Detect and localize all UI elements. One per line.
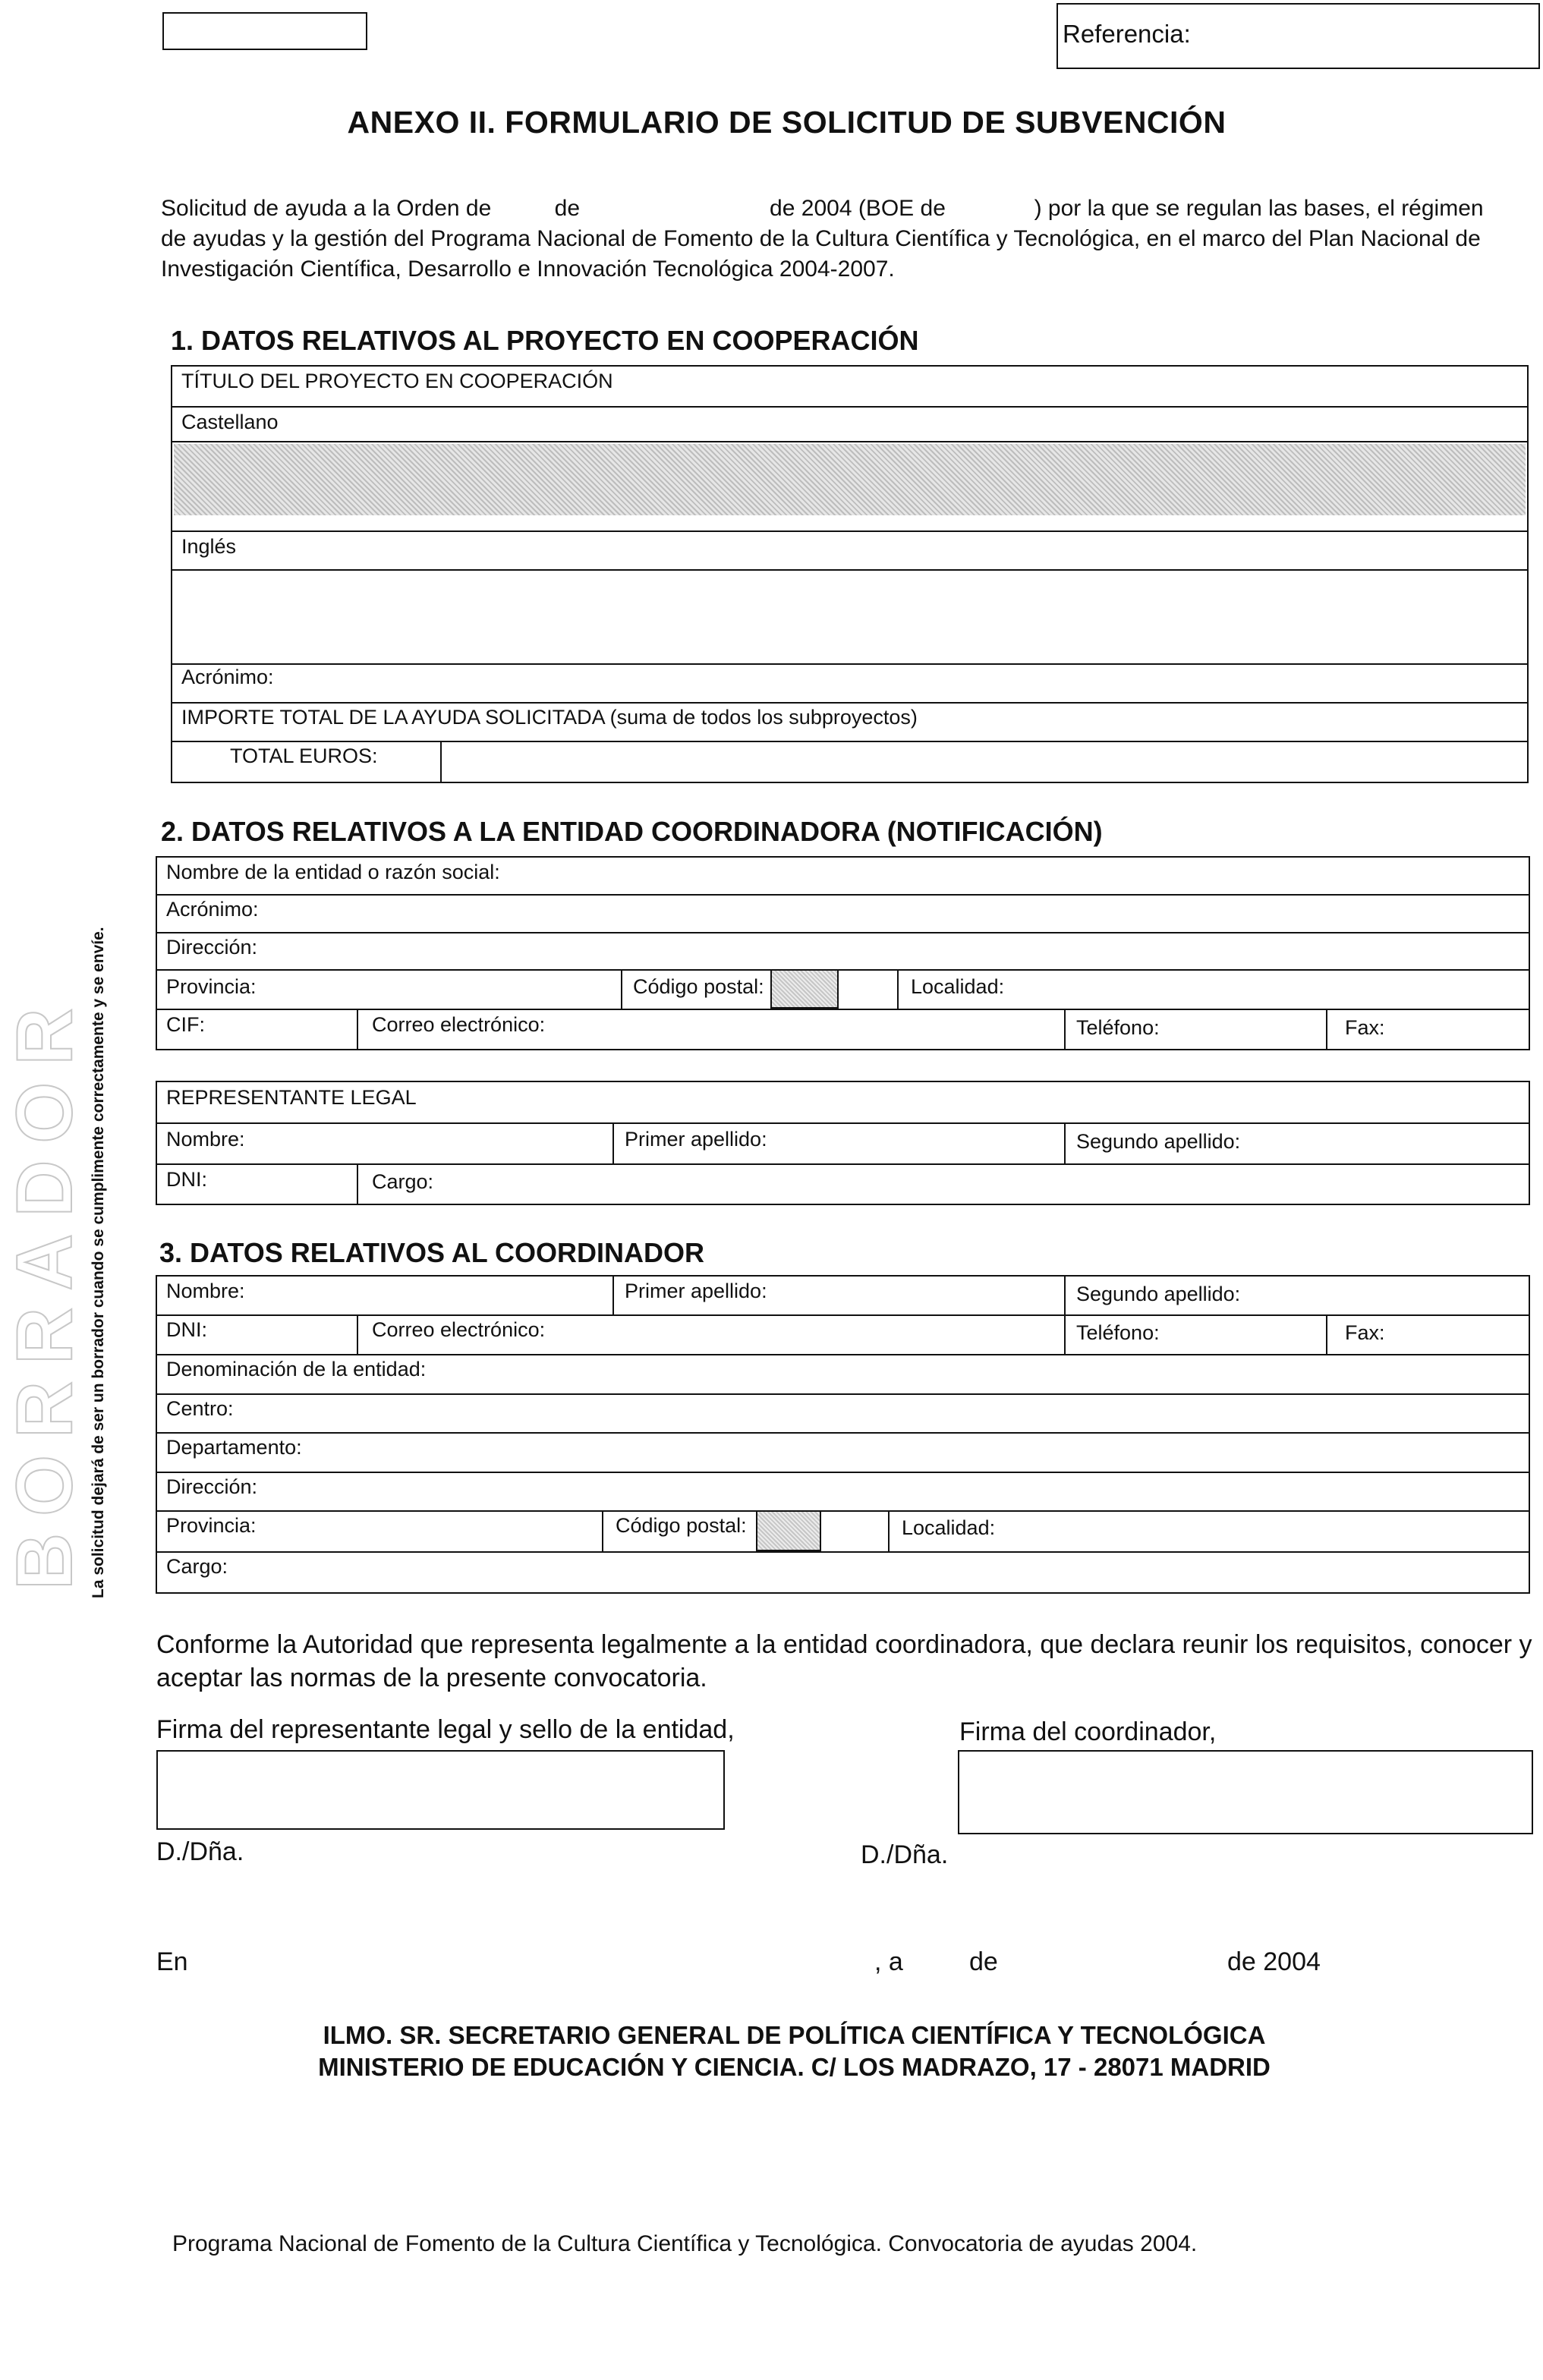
rep-nombre-label: Nombre: [166,1128,245,1151]
provincia-entidad-label: Provincia: [166,975,257,998]
intro-paragraph [161,194,1538,285]
declaration-line-1: Conforme la Autoridad que representa legalmente a la entidad coordinadora, que declara reunir los requisitos, conocer y [156,1630,1532,1659]
ingles-label: Inglés [181,535,237,558]
intro-line-2: de ayudas y la gestión del Programa Nacional de Fomento de la Cultura Científica y Tecnológica, en el marco del Plan Nacional de [161,226,1481,251]
coord-telefono-label: Teléfono: [1076,1321,1160,1344]
castellano-label: Castellano [181,411,279,433]
page-footer: Programa Nacional de Fomento de la Cultura Científica y Tecnológica. Convocatoria de ayudas 2004. [172,2231,1198,2256]
borrador-watermark: BORRADOR [1,991,89,1590]
firma-representante-label: Firma del representante legal y sello de la entidad, [156,1715,735,1744]
section-1-table [171,365,1529,783]
acronimo-entidad-label: Acrónimo: [166,898,259,921]
coord-correo-label: Correo electrónico: [372,1318,546,1341]
declaration-line-2: aceptar las normas de la presente convocatoria. [156,1664,707,1692]
correo-entidad-label: Correo electrónico: [372,1013,546,1036]
coord-dni-label: DNI: [166,1318,207,1341]
intro-line-1: Solicitud de ayuda a la Orden de de de 2004 (BOE de ) por la que se regulan las bases, el régimen [161,196,1484,221]
page-title: ANEXO II. FORMULARIO DE SOLICITUD DE SUBVENCIÓN [347,105,1227,140]
titulo-proyecto-label: TÍTULO DEL PROYECTO EN COOPERACIÓN [181,370,613,392]
total-euros-label: TOTAL EUROS: [230,745,378,767]
rep-primer-apellido-label: Primer apellido: [625,1128,767,1151]
top-left-box[interactable] [162,12,367,50]
coord-codigo-postal-label: Código postal: [616,1514,747,1537]
firma-coordinador-box[interactable] [958,1750,1533,1834]
coord-cargo-label: Cargo: [166,1555,228,1578]
referencia-box[interactable] [1056,3,1540,69]
representante-heading: REPRESENTANTE LEGAL [166,1086,417,1109]
coord-fax-label: Fax: [1345,1321,1385,1344]
rep-cargo-label: Cargo: [372,1170,434,1193]
intro-line-3: Investigación Científica, Desarrollo e Innovación Tecnológica 2004-2007. [161,257,895,282]
coord-centro-label: Centro: [166,1397,234,1420]
section-3-heading: 3. DATOS RELATIVOS AL COORDINADOR [159,1237,705,1268]
a-label: , a [874,1947,903,1976]
coord-localidad-label: Localidad: [902,1516,996,1539]
coord-nombre-label: Nombre: [166,1280,245,1302]
borrador-note: La solicitud dejará de ser un borrador cuando se cumplimente correctamente y se envíe. [90,927,107,1598]
firma-coordinador-label: Firma del coordinador, [959,1717,1217,1746]
coord-primer-apellido-label: Primer apellido: [625,1280,767,1302]
de-2004-label: de 2004 [1227,1947,1321,1976]
section-1-heading: 1. DATOS RELATIVOS AL PROYECTO EN COOPERACIÓN [171,325,919,356]
firma-representante-box[interactable] [156,1750,725,1830]
acronimo-label: Acrónimo: [181,666,274,688]
en-label: En [156,1947,188,1976]
dona-left-label: D./Dña. [156,1837,244,1866]
nombre-entidad-label: Nombre de la entidad o razón social: [166,861,500,883]
coord-direccion-label: Dirección: [166,1475,258,1498]
coord-provincia-label: Provincia: [166,1514,257,1537]
coord-segundo-apellido-label: Segundo apellido: [1076,1283,1241,1305]
importe-label: IMPORTE TOTAL DE LA AYUDA SOLICITADA (suma de todos los subproyectos) [181,706,918,729]
representante-table [156,1081,1530,1205]
coord-departamento-label: Departamento: [166,1436,302,1459]
coord-denominacion-label: Denominación de la entidad: [166,1358,427,1380]
coord-codigo-postal-field[interactable] [756,1510,821,1551]
castellano-field[interactable] [174,444,1526,515]
localidad-entidad-label: Localidad: [911,975,1005,998]
telefono-entidad-label: Teléfono: [1076,1016,1160,1039]
fax-entidad-label: Fax: [1345,1016,1385,1039]
declaration-text [156,1628,1538,1695]
total-euros-field[interactable] [442,742,1526,782]
direccion-entidad-label: Dirección: [166,936,258,959]
de-label: de [969,1947,998,1976]
addressee-line-1: ILMO. SR. SECRETARIO GENERAL DE POLÍTICA CIENTÍFICA Y TECNOLÓGICA [323,2021,1266,2049]
cif-label: CIF: [166,1013,205,1036]
rep-segundo-apellido-label: Segundo apellido: [1076,1130,1241,1153]
rep-dni-label: DNI: [166,1168,207,1191]
codigo-postal-entidad-field[interactable] [770,969,839,1009]
section-2-table [156,856,1530,1050]
ingles-field[interactable] [174,571,1526,656]
section-2-heading: 2. DATOS RELATIVOS A LA ENTIDAD COORDINADORA (NOTIFICACIÓN) [161,816,1103,847]
referencia-label: Referencia: [1063,20,1191,48]
codigo-postal-entidad-label: Código postal: [633,975,764,998]
addressee-line-2: MINISTERIO DE EDUCACIÓN Y CIENCIA. C/ LOS MADRAZO, 17 - 28071 MADRID [318,2053,1271,2081]
dona-right-label: D./Dña. [861,1840,949,1869]
section-3-table [156,1275,1530,1594]
